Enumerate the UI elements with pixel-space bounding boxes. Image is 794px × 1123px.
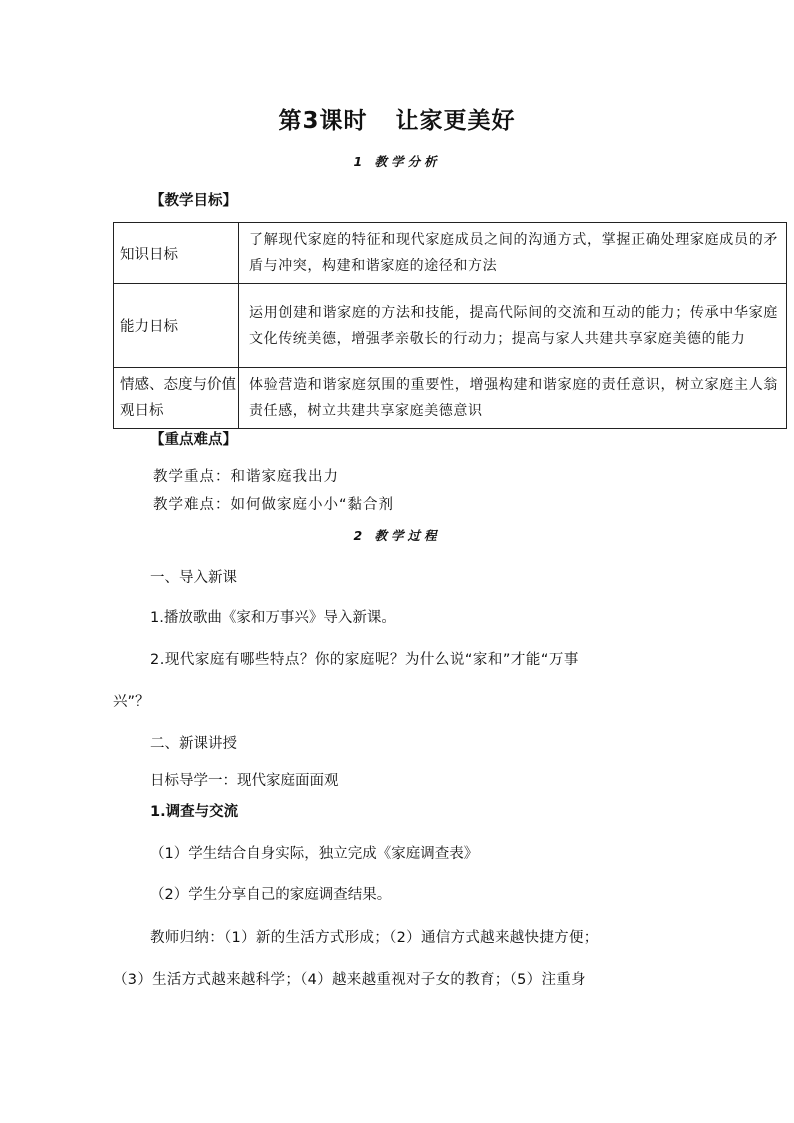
step-2: （2）学生分享自己的家庭调查结果。 [150, 887, 392, 903]
teaching-focus: 教学重点：和谐家庭我出力 [153, 469, 339, 485]
para-question-line1: 2.现代家庭有哪些特点？你的家庭呢？为什么说“家和”才能“万事 [150, 652, 579, 668]
section-heading-analysis: 1 教学分析 [353, 154, 441, 169]
goals-label: 【教学目标】 [150, 193, 237, 209]
para-song: 1.播放歌曲《家和万事兴》导入新课。 [150, 610, 396, 626]
goal-key: 知识日标 [114, 223, 239, 284]
sub-heading-survey: 1.调查与交流 [150, 804, 239, 820]
teaching-difficulty: 教学难点：如何做家庭小小“黏合剂 [153, 497, 395, 513]
summary-line2: （3）生活方式越来越科学；（4）越来越重视对子女的教育；（5）注重身 [113, 972, 586, 988]
goal-key: 情感、态度与价值观日标 [114, 368, 239, 429]
section-heading-process: 2 教学过程 [353, 528, 441, 543]
goal-value: 了解现代家庭的特征和现代家庭成员之间的沟通方式，掌握正确处理家庭成员的矛盾与冲突，构建和谐家庭的途径和方法 [239, 223, 787, 284]
page-title [0, 102, 794, 135]
goal-key: 能力日标 [114, 284, 239, 368]
table-row [114, 223, 787, 284]
summary-line1: 教师归纳：（1）新的生活方式形成；（2）通信方式越来越快捷方便； [150, 930, 599, 946]
heading-intro: 一、导入新课 [150, 570, 237, 586]
keypoints-label: 【重点难点】 [150, 432, 237, 448]
para-question-line2: 兴”？ [113, 694, 150, 710]
goal-value: 体验营造和谐家庭氛围的重要性，增强构建和谐家庭的责任意识，树立家庭主人翁责任感，树立共建共享家庭美德意识 [239, 368, 787, 429]
goal-value: 运用创建和谐家庭的方法和技能，提高代际间的交流和互动的能力；传承中华家庭文化传统美德，增强孝亲敬长的行动力；提高与家人共建共享家庭美德的能力 [239, 284, 787, 368]
table-row [114, 284, 787, 368]
teaching-goals-table [113, 222, 787, 429]
heading-new-lesson: 二、新课讲授 [150, 736, 237, 752]
lesson-number: 第3课时 [278, 108, 368, 134]
step-1: （1）学生结合自身实际，独立完成《家庭调查表》 [150, 846, 479, 862]
lesson-name: 让家更美好 [395, 108, 516, 134]
table-row [114, 368, 787, 429]
guide-heading-1: 日标导学一：现代家庭面面观 [150, 773, 339, 789]
